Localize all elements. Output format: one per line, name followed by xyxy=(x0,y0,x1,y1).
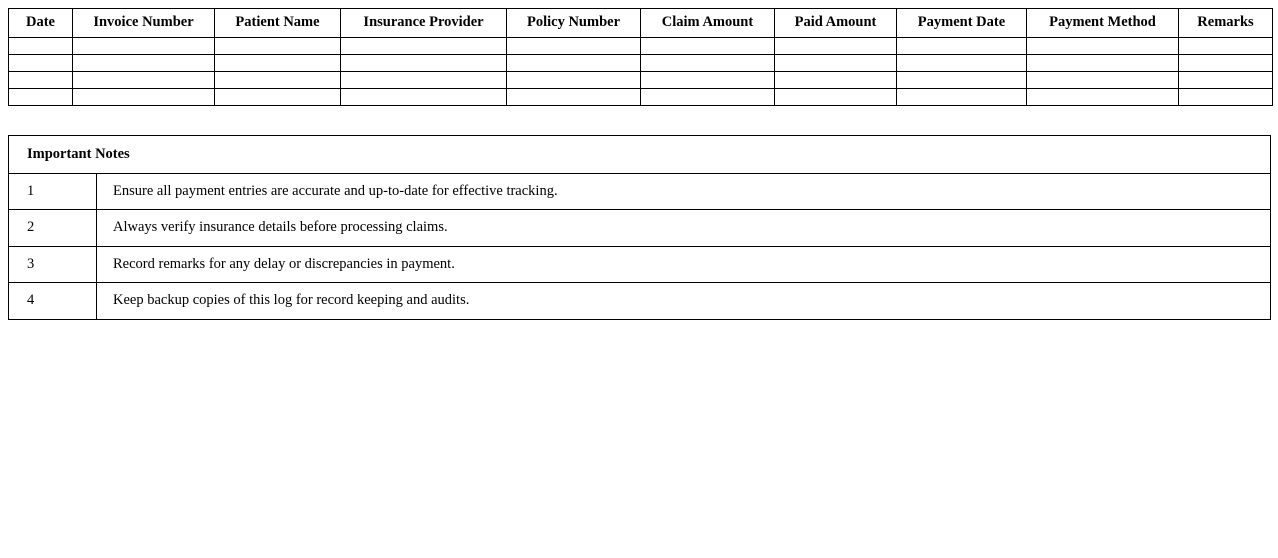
note-number: 1 xyxy=(9,174,97,210)
cell-date[interactable] xyxy=(9,89,73,106)
cell-policy-number[interactable] xyxy=(507,38,641,55)
cell-date[interactable] xyxy=(9,55,73,72)
note-text: Record remarks for any delay or discrepancies in payment. xyxy=(97,246,1271,282)
note-number: 4 xyxy=(9,283,97,319)
cell-policy-number[interactable] xyxy=(507,89,641,106)
note-row xyxy=(9,210,1271,246)
column-header-policy-number: Policy Number xyxy=(507,9,641,38)
important-notes-header xyxy=(9,136,1271,174)
cell-patient-name[interactable] xyxy=(215,72,341,89)
payment-log-table xyxy=(8,8,1273,106)
cell-insurance-provider[interactable] xyxy=(341,89,507,106)
cell-insurance-provider[interactable] xyxy=(341,38,507,55)
note-text: Ensure all payment entries are accurate and up-to-date for effective tracking. xyxy=(97,174,1271,210)
cell-invoice-number[interactable] xyxy=(73,38,215,55)
payment-log-body xyxy=(9,38,1273,106)
cell-paid-amount[interactable] xyxy=(775,55,897,72)
column-header-payment-method: Payment Method xyxy=(1027,9,1179,38)
table-row[interactable] xyxy=(9,55,1273,72)
cell-invoice-number[interactable] xyxy=(73,89,215,106)
cell-payment-method[interactable] xyxy=(1027,89,1179,106)
cell-claim-amount[interactable] xyxy=(641,38,775,55)
important-notes-table xyxy=(8,135,1271,320)
cell-claim-amount[interactable] xyxy=(641,72,775,89)
cell-paid-amount[interactable] xyxy=(775,72,897,89)
cell-paid-amount[interactable] xyxy=(775,38,897,55)
cell-date[interactable] xyxy=(9,38,73,55)
document-page xyxy=(0,8,1278,558)
cell-remarks[interactable] xyxy=(1179,38,1273,55)
cell-payment-method[interactable] xyxy=(1027,55,1179,72)
notes-title: Important Notes xyxy=(9,136,1271,174)
cell-payment-method[interactable] xyxy=(1027,72,1179,89)
column-header-remarks: Remarks xyxy=(1179,9,1273,38)
cell-payment-method[interactable] xyxy=(1027,38,1179,55)
cell-patient-name[interactable] xyxy=(215,89,341,106)
payment-log-header xyxy=(9,9,1273,38)
cell-patient-name[interactable] xyxy=(215,55,341,72)
cell-policy-number[interactable] xyxy=(507,72,641,89)
column-header-date: Date xyxy=(9,9,73,38)
note-number: 3 xyxy=(9,246,97,282)
cell-policy-number[interactable] xyxy=(507,55,641,72)
column-header-insurance-provider: Insurance Provider xyxy=(341,9,507,38)
cell-payment-date[interactable] xyxy=(897,55,1027,72)
notes-title-row xyxy=(9,136,1271,174)
column-header-claim-amount: Claim Amount xyxy=(641,9,775,38)
cell-claim-amount[interactable] xyxy=(641,55,775,72)
table-row[interactable] xyxy=(9,89,1273,106)
cell-date[interactable] xyxy=(9,72,73,89)
cell-claim-amount[interactable] xyxy=(641,89,775,106)
cell-insurance-provider[interactable] xyxy=(341,72,507,89)
cell-payment-date[interactable] xyxy=(897,38,1027,55)
cell-remarks[interactable] xyxy=(1179,72,1273,89)
cell-payment-date[interactable] xyxy=(897,72,1027,89)
cell-insurance-provider[interactable] xyxy=(341,55,507,72)
table-row[interactable] xyxy=(9,38,1273,55)
important-notes-body xyxy=(9,174,1271,320)
cell-payment-date[interactable] xyxy=(897,89,1027,106)
note-row xyxy=(9,283,1271,319)
note-row xyxy=(9,246,1271,282)
table-header-row xyxy=(9,9,1273,38)
column-header-patient-name: Patient Name xyxy=(215,9,341,38)
note-text: Keep backup copies of this log for record keeping and audits. xyxy=(97,283,1271,319)
cell-patient-name[interactable] xyxy=(215,38,341,55)
cell-invoice-number[interactable] xyxy=(73,55,215,72)
table-row[interactable] xyxy=(9,72,1273,89)
cell-invoice-number[interactable] xyxy=(73,72,215,89)
note-number: 2 xyxy=(9,210,97,246)
cell-remarks[interactable] xyxy=(1179,89,1273,106)
note-text: Always verify insurance details before processing claims. xyxy=(97,210,1271,246)
cell-remarks[interactable] xyxy=(1179,55,1273,72)
cell-paid-amount[interactable] xyxy=(775,89,897,106)
column-header-invoice-number: Invoice Number xyxy=(73,9,215,38)
column-header-paid-amount: Paid Amount xyxy=(775,9,897,38)
note-row xyxy=(9,174,1271,210)
column-header-payment-date: Payment Date xyxy=(897,9,1027,38)
